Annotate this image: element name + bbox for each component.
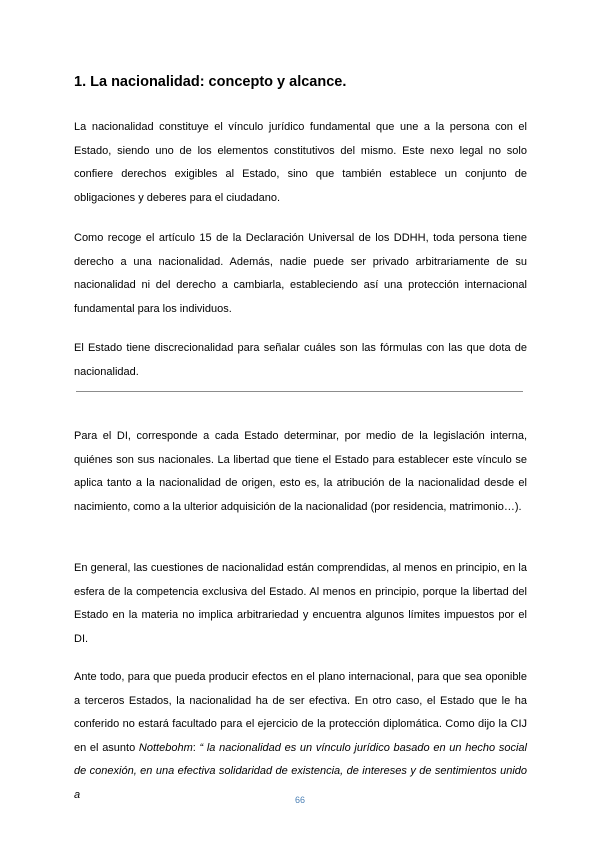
section-heading: 1. La nacionalidad: concepto y alcance. bbox=[74, 74, 347, 90]
paragraph-nationality-definition: La nacionalidad constituye el vínculo jurídico fundamental que une a la persona con el Estado, siendo uno de los elementos constitutivos del mismo. Este nexo legal no solo confiere derechos exigibles al Estado, sino que también establece un conjunto de obligaciones y deberes para el ciudadano. bbox=[74, 121, 527, 204]
page-number: 66 bbox=[294, 795, 305, 805]
paragraph-exclusive-competence: En general, las cuestiones de nacionalidad están comprendidas, al menos en principio, en la esfera de la competencia exclusiva del Estado. Al menos en principio, porque la libertad del Estado en la materia no implica arbitrariedad y encuentra algunos límites impuestos por el DI. bbox=[74, 562, 527, 645]
paragraph-effective-text: Ante todo, para que pueda producir efectos en el plano internacional, para que sea oponible a terceros Estados, la nacionalidad ha de ser efectiva. En otro caso, el Estado que le ha conferido no estará facultado para el ejercicio de la protección diplomática. Como dijo la CIJ en el asunto bbox=[74, 671, 527, 754]
paragraph-state-discretion: El Estado tiene discrecionalidad para señalar cuáles son las fórmulas con las que dota de nacionalidad. bbox=[74, 342, 527, 378]
paragraph-international-law: Para el DI, corresponde a cada Estado determinar, por medio de la legislación interna, quiénes son sus nacionales. La libertad que tiene el Estado para establecer este vínculo se aplica tanto a la nacionalidad de origen, esto es, la atribución de la nacionalidad desde el nacimiento, como a la ulterior adquisición de la nacionalidad (por residencia, matrimonio…). bbox=[74, 430, 527, 513]
horizontal-divider bbox=[76, 391, 523, 392]
paragraph-effective-nationality bbox=[74, 666, 527, 807]
paragraph-article-15: Como recoge el artículo 15 de la Declaración Universal de los DDHH, toda persona tiene derecho a una nacionalidad. Además, nadie puede ser privado arbitrariamente de su nacionalidad ni del derecho a cambiarla, estableciendo así una protección internacional fundamental para los individuos. bbox=[74, 232, 527, 315]
icj-quote: “ la nacionalidad es un vínculo jurídico basado en un hecho social de conexión, en una efectiva solidaridad de existencia, de intereses y de sentimientos unido a bbox=[74, 741, 527, 801]
case-name-nottebohm: Nottebohm bbox=[138, 741, 193, 754]
case-colon: : bbox=[192, 741, 200, 754]
